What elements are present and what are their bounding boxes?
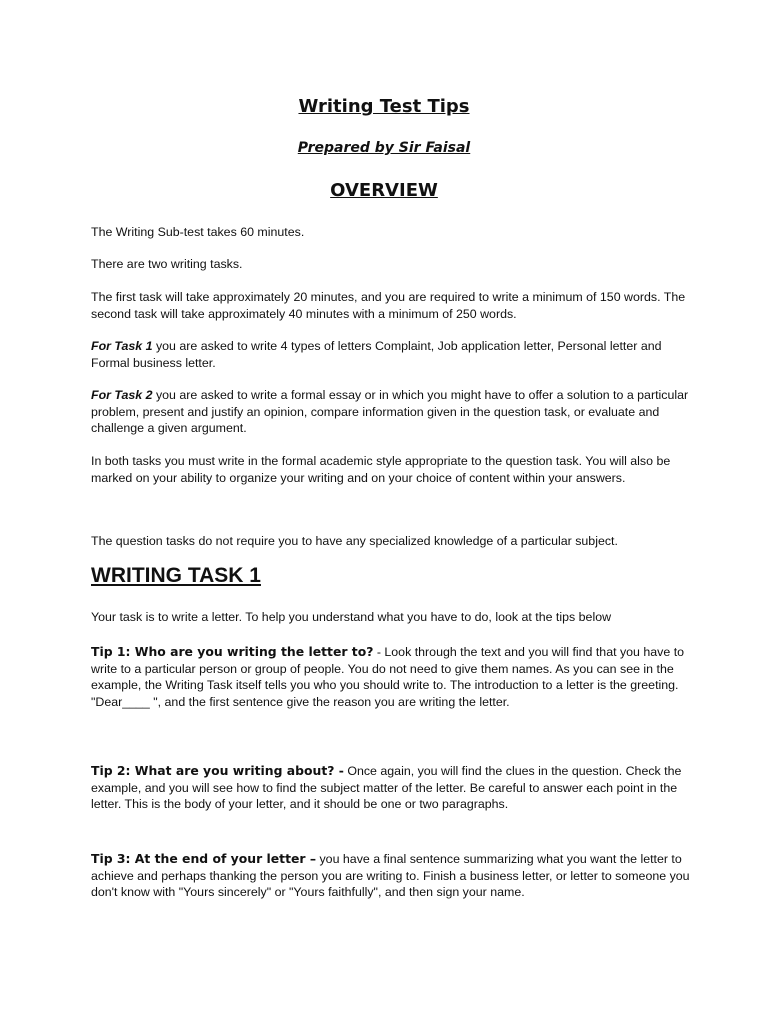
tip-1-text: - Look through the text and you will find that you have to write to a particular person or group of people. You do not need to give them names. As you can see in the example, the Writing Task itself tells you who you should write to. The introduction to a letter is the greeting. "Dear____ ", and the first sentence give the reason you are writing the letter. bbox=[91, 645, 685, 709]
task2-paragraph bbox=[91, 387, 691, 437]
task-count-paragraph: There are two writing tasks. bbox=[91, 257, 243, 271]
task2-label: For Task 2 bbox=[91, 388, 153, 402]
tip-1-paragraph bbox=[91, 644, 691, 710]
tip-3-label: Tip 3: At the end of your letter – bbox=[91, 851, 317, 866]
tip-1-label: Tip 1: Who are you writing the letter to? bbox=[91, 644, 374, 659]
author-line: Prepared by Sir Faisal bbox=[297, 140, 471, 156]
writing-task-1-heading: WRITING TASK 1 bbox=[91, 564, 261, 587]
task1-paragraph bbox=[91, 338, 691, 371]
tip-2-label: Tip 2: What are you writing about? - bbox=[91, 763, 344, 778]
tip-2-text: Once again, you will find the clues in the question. Check the example, and you will see how to find the subject matter of the letter. Be careful to answer each point in the letter. This is the body of your letter, and it should be one or two paragraphs. bbox=[91, 764, 682, 812]
tip-2-paragraph bbox=[91, 763, 691, 813]
document-title: Writing Test Tips bbox=[298, 96, 470, 117]
task2-text: you are asked to write a formal essay or in which you might have to offer a solution to a particular problem, present and justify an opinion, compare information given in the question task, or evaluate and challenge a given argument. bbox=[91, 388, 689, 436]
style-paragraph: In both tasks you must write in the formal academic style appropriate to the question task. You will also be marked on your ability to organize your writing and on your choice of content within your answers. bbox=[91, 454, 671, 485]
duration-paragraph: The Writing Sub-test takes 60 minutes. bbox=[91, 225, 305, 239]
task-intro-paragraph: Your task is to write a letter. To help you understand what you have to do, look at the tips below bbox=[91, 610, 612, 624]
knowledge-paragraph: The question tasks do not require you to have any specialized knowledge of a particular subject. bbox=[91, 534, 618, 548]
overview-heading: OVERVIEW bbox=[330, 180, 438, 201]
task1-text: you are asked to write 4 types of letters Complaint, Job application letter, Personal letter and Formal business letter. bbox=[91, 339, 662, 370]
task1-label: For Task 1 bbox=[91, 339, 153, 353]
tip-3-paragraph bbox=[91, 851, 691, 901]
tip-3-text: you have a final sentence summarizing what you want the letter to achieve and perhaps thanking the person you are writing to. Finish a business letter, or letter to someone you don't know with "Yours sincerely" or "Yours faithfully", and then sign your name. bbox=[91, 852, 690, 900]
timing-paragraph: The first task will take approximately 20 minutes, and you are required to write a minimum of 150 words. The second task will take approximately 40 minutes with a minimum of 250 words. bbox=[91, 290, 686, 321]
